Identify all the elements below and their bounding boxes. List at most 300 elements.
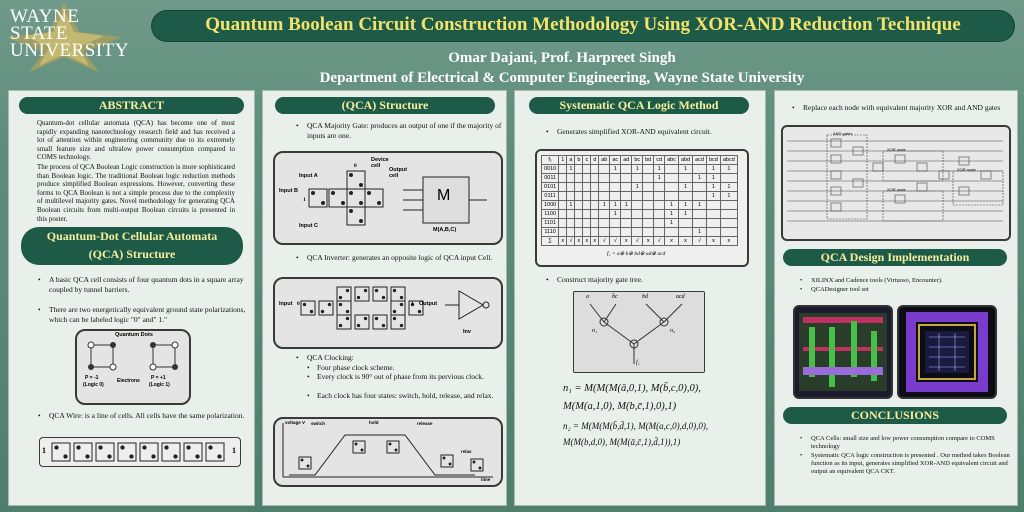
table-cell bbox=[599, 210, 610, 219]
maj-one: 1 bbox=[303, 197, 306, 203]
quantum-dot bbox=[418, 310, 421, 313]
table-cell bbox=[575, 174, 583, 183]
table-cell bbox=[621, 210, 632, 219]
quantum-dot bbox=[217, 454, 221, 458]
inverter-figure bbox=[273, 277, 503, 349]
table-cell: 1 bbox=[665, 210, 679, 219]
majority-gate-figure bbox=[273, 151, 503, 245]
table-cell: 0011 bbox=[542, 174, 559, 183]
table-cell: 1 bbox=[610, 201, 621, 210]
quantum-dot bbox=[400, 324, 403, 327]
table-cell bbox=[720, 219, 737, 228]
clocking-bullet: • QCA Clocking: bbox=[293, 353, 502, 363]
title-bar bbox=[152, 11, 1014, 41]
majority-gate bbox=[831, 155, 841, 163]
tree-acd: acd bbox=[676, 294, 685, 300]
majority-gate bbox=[831, 139, 841, 147]
inv-zero: 0 bbox=[297, 301, 300, 307]
qca-structure-heading: (QCA) Structure bbox=[275, 97, 495, 114]
table-cell: 1110 bbox=[542, 228, 559, 237]
layout-image-2 bbox=[897, 305, 997, 399]
table-cell: x bbox=[643, 237, 654, 246]
table-cell bbox=[591, 201, 599, 210]
table-cell bbox=[567, 174, 575, 183]
table-cell: 1 bbox=[693, 228, 707, 237]
tree-n2: n₂ bbox=[670, 328, 676, 334]
logo-line2: UNIVERSITY bbox=[10, 40, 129, 61]
table-cell bbox=[707, 201, 721, 210]
table-cell bbox=[720, 174, 737, 183]
table-header-cell: c bbox=[583, 156, 591, 165]
table-cell bbox=[610, 228, 621, 237]
table-cell bbox=[632, 228, 643, 237]
table-cell bbox=[678, 228, 692, 237]
fig-logic1: (Logic 1) bbox=[149, 382, 170, 388]
qca-cell bbox=[387, 441, 399, 453]
tree-n1: n₁ bbox=[592, 328, 598, 334]
table-cell bbox=[678, 192, 692, 201]
table-row bbox=[542, 174, 738, 183]
quantum-dot bbox=[303, 303, 306, 306]
table-cell: 1 bbox=[678, 183, 692, 192]
clk-voltage: voltage V bbox=[285, 420, 306, 425]
table-cell: ∑ bbox=[542, 237, 559, 246]
table-cell: 1 bbox=[610, 210, 621, 219]
table-cell bbox=[567, 228, 575, 237]
qca-cell bbox=[337, 287, 351, 301]
table-cell bbox=[591, 174, 599, 183]
table-cell bbox=[654, 228, 665, 237]
table-cell bbox=[632, 210, 643, 219]
majority-gate bbox=[873, 163, 883, 171]
and-gates-frame bbox=[827, 135, 867, 219]
conclusion-bullet-1: • QCA Cells: small size and low power consumption compare to COMS technology bbox=[797, 435, 1017, 451]
quantum-dot bbox=[393, 289, 396, 292]
quantum-dot bbox=[151, 454, 155, 458]
qca-automata-heading bbox=[21, 227, 243, 265]
table-cell: 1000 bbox=[542, 201, 559, 210]
xor-node-frame bbox=[883, 191, 943, 221]
table-cell bbox=[610, 192, 621, 201]
quantum-dot bbox=[142, 445, 146, 449]
fig-p-pos: P = +1 bbox=[151, 375, 166, 381]
table-cell: x bbox=[591, 237, 599, 246]
table-cell bbox=[720, 201, 737, 210]
table-cell bbox=[591, 165, 599, 174]
majority-tree-figure bbox=[573, 291, 705, 373]
circuit-and-label: AND gates bbox=[833, 131, 853, 136]
table-cell: 1 bbox=[707, 165, 721, 174]
table-cell: 0111 bbox=[542, 192, 559, 201]
quantum-dot bbox=[393, 317, 396, 320]
table-cell bbox=[583, 165, 591, 174]
table-cell: √ bbox=[693, 237, 707, 246]
qca-cell bbox=[353, 441, 365, 453]
quantum-dot bbox=[54, 445, 58, 449]
table-cell: 0101 bbox=[542, 183, 559, 192]
table-cell bbox=[693, 183, 707, 192]
quantum-dot bbox=[346, 289, 349, 292]
truth-table-figure bbox=[535, 149, 749, 267]
table-header-cell: 1 bbox=[559, 156, 567, 165]
truth-table bbox=[541, 155, 738, 246]
table-cell: 1 bbox=[720, 165, 737, 174]
department: Department of Electrical & Computer Engineering, Wayne State University bbox=[319, 70, 805, 86]
table-row bbox=[542, 165, 738, 174]
tree-bc: b̄c bbox=[612, 294, 618, 300]
table-header-cell: bd bbox=[643, 156, 654, 165]
table-cell: √ bbox=[632, 237, 643, 246]
table-header-cell: b bbox=[575, 156, 583, 165]
qca-automata-heading-l2: (QCA) Structure bbox=[88, 247, 176, 261]
table-cell: 1 bbox=[599, 201, 610, 210]
maj-zero: 0 bbox=[354, 163, 357, 169]
clk-release: release bbox=[417, 421, 433, 426]
panel-abstract bbox=[8, 90, 255, 506]
qca-automata-bullet-2: • There are two energetically equivalent ground state polarizations, which can be labeled logic "0" and" 1." bbox=[35, 305, 249, 324]
table-cell bbox=[591, 210, 599, 219]
clocking-sub-2: • Every clock is 90° out of phase from its pervious clock. bbox=[303, 372, 497, 382]
table-cell bbox=[621, 174, 632, 183]
table-row bbox=[542, 201, 738, 210]
table-cell: 1101 bbox=[542, 219, 559, 228]
table-caption: f₁ = a⊕ b⊕ bd⊕ ad⊕ acd bbox=[607, 251, 666, 257]
table-cell bbox=[693, 165, 707, 174]
fig-logic0: (Logic 0) bbox=[83, 382, 104, 388]
circuit-diagram bbox=[783, 127, 1009, 239]
table-cell bbox=[665, 174, 679, 183]
xor-node-frame bbox=[953, 171, 1003, 205]
qca-cell bbox=[471, 459, 483, 471]
table-cell bbox=[559, 219, 567, 228]
majority-gate bbox=[853, 179, 863, 187]
table-cell bbox=[583, 219, 591, 228]
quantum-dot bbox=[393, 310, 396, 313]
qca-wire-bullet: • QCA Wire: is a line of cells. All cells have the same polarization. bbox=[35, 411, 249, 421]
qca-cell bbox=[301, 301, 315, 315]
clocking-sub-3: • Each clock has four states: switch, hold, release, and relax. bbox=[303, 391, 497, 401]
table-cell: x bbox=[621, 237, 632, 246]
table-cell bbox=[591, 183, 599, 192]
impl-bullet-1: • XILINX and Cadence tools (Virtuoso, Encounter). bbox=[797, 277, 1017, 285]
quantum-dot bbox=[310, 310, 313, 313]
abstract-p2: The process of QCA Boolean Logic construction is more sophisticated than Boolean logic. The traditional Boolean logic reduction methods produce simplified Boolean expressions. However, converting these forms to QCA Boolean is not a simple process due to the complexity of multilevel majority gates. Novel methodology for generating QCA Boolean circuits from multi-output Boolean circuits is presented in this poster. bbox=[37, 163, 235, 223]
table-cell bbox=[559, 201, 567, 210]
table-cell bbox=[559, 192, 567, 201]
table-cell bbox=[575, 219, 583, 228]
table-cell bbox=[575, 228, 583, 237]
table-cell: x bbox=[678, 237, 692, 246]
table-cell bbox=[599, 174, 610, 183]
quantum-dot bbox=[339, 324, 342, 327]
table-cell bbox=[583, 174, 591, 183]
table-header-cell: a bbox=[567, 156, 575, 165]
table-cell bbox=[583, 228, 591, 237]
qca-cell bbox=[184, 443, 202, 461]
qca-cell bbox=[373, 287, 387, 301]
table-cell bbox=[707, 210, 721, 219]
table-cell: 1 bbox=[665, 219, 679, 228]
method-bullet-2: • Construct majority gate tree. bbox=[543, 275, 767, 285]
impl-bullet-2: • QCADesigner tool set bbox=[797, 286, 1017, 294]
table-cell: 1 bbox=[678, 210, 692, 219]
tree-a: a bbox=[586, 294, 589, 300]
table-row bbox=[542, 219, 738, 228]
table-cell bbox=[567, 183, 575, 192]
maj-mabc: M(A,B,C) bbox=[433, 227, 457, 233]
table-cell bbox=[559, 210, 567, 219]
table-header-cell: bc bbox=[632, 156, 643, 165]
table-cell bbox=[591, 192, 599, 201]
table-cell bbox=[665, 192, 679, 201]
table-cell: 0010 bbox=[542, 165, 559, 174]
table-cell bbox=[693, 210, 707, 219]
table-cell bbox=[610, 219, 621, 228]
clk-time: time bbox=[481, 477, 491, 482]
conclusion-bullet-2: • Systematic QCA logic construction is presented . Our method takes Boolean function as its input, generates simplified XOR-AND equivalent circuit and output an equivalent QCA CKT. bbox=[797, 452, 1017, 476]
quantum-dot bbox=[301, 459, 304, 462]
inv-one: 1 bbox=[411, 301, 414, 307]
qca-cell bbox=[391, 301, 405, 315]
qca-automata-heading-l1: Quantum-Dot Cellular Automata bbox=[46, 229, 218, 243]
fig-electrons: Electrons bbox=[117, 378, 140, 384]
clk-relax: relax bbox=[461, 449, 472, 454]
table-cell bbox=[575, 210, 583, 219]
table-cell bbox=[654, 210, 665, 219]
table-cell bbox=[621, 219, 632, 228]
table-header-cell: abcd bbox=[720, 156, 737, 165]
maj-output: Output cell bbox=[389, 167, 408, 179]
maj-input-c: Input C bbox=[299, 223, 318, 229]
quantum-dot bbox=[328, 303, 331, 306]
quantum-dot bbox=[346, 317, 349, 320]
table-cell bbox=[610, 183, 621, 192]
quantum-dot bbox=[443, 457, 446, 460]
maj-input-a: Input A bbox=[299, 173, 318, 179]
table-cell bbox=[632, 192, 643, 201]
table-cell: √ bbox=[654, 237, 665, 246]
inverter-diagram bbox=[275, 279, 501, 347]
table-header-cell: bcd bbox=[707, 156, 721, 165]
table-cell: x bbox=[575, 237, 583, 246]
conclusions-heading: CONCLUSIONS bbox=[783, 407, 1007, 424]
table-cell bbox=[621, 183, 632, 192]
authors: Omar Dajani, Prof. Harpreet Singh bbox=[448, 50, 676, 66]
qca-cell bbox=[355, 287, 369, 301]
table-cell bbox=[583, 210, 591, 219]
qca-cell bbox=[96, 443, 114, 461]
wire-left-label: 1 bbox=[42, 446, 46, 455]
quantum-dot bbox=[321, 310, 324, 313]
quantum-dot bbox=[164, 445, 168, 449]
maj-input-b: Input B bbox=[279, 188, 298, 194]
quantum-dot bbox=[355, 443, 358, 446]
table-cell bbox=[567, 210, 575, 219]
table-cell bbox=[632, 174, 643, 183]
quantum-dot bbox=[400, 303, 403, 306]
table-cell bbox=[599, 183, 610, 192]
quantum-dot bbox=[357, 324, 360, 327]
qca-cell bbox=[206, 443, 224, 461]
table-cell bbox=[575, 201, 583, 210]
inv-input: Input bbox=[279, 301, 293, 307]
quantum-dot bbox=[339, 296, 342, 299]
table-cell bbox=[654, 183, 665, 192]
abstract-heading: ABSTRACT bbox=[19, 97, 244, 114]
table-row bbox=[542, 237, 738, 246]
quantum-dot bbox=[98, 445, 102, 449]
table-cell bbox=[559, 183, 567, 192]
table-header-cell: ab bbox=[599, 156, 610, 165]
majority-gate bbox=[831, 171, 841, 179]
quantum-dots-figure bbox=[75, 329, 191, 405]
inv-output: Output bbox=[419, 301, 438, 307]
table-cell: 1 bbox=[621, 201, 632, 210]
table-header-cell: abd bbox=[678, 156, 692, 165]
equation-n1-line2: M(M(a,1,0), M(b,c̄,1),0),1) bbox=[563, 401, 677, 412]
qca-cell bbox=[118, 443, 136, 461]
quantum-dot bbox=[63, 454, 67, 458]
majority-gate-bullet: • QCA Majority Gate: produces an output of one if the majority of inputs are one. bbox=[293, 121, 502, 140]
quantum-dot bbox=[473, 461, 476, 464]
table-header-cell: cd bbox=[654, 156, 665, 165]
table-cell: 1 bbox=[678, 201, 692, 210]
table-cell bbox=[599, 192, 610, 201]
majority-gate bbox=[917, 183, 927, 191]
table-cell: 1 bbox=[654, 174, 665, 183]
quantum-dot bbox=[357, 296, 360, 299]
quantum-dot bbox=[195, 454, 199, 458]
circuit-figure bbox=[781, 125, 1011, 241]
qca-wire-figure bbox=[39, 437, 241, 467]
table-cell: 1 bbox=[720, 192, 737, 201]
quantum-dot bbox=[400, 296, 403, 299]
table-cell bbox=[591, 219, 599, 228]
table-cell bbox=[665, 183, 679, 192]
quantum-dot bbox=[389, 443, 392, 446]
table-cell: 1 bbox=[693, 201, 707, 210]
table-cell bbox=[632, 219, 643, 228]
quantum-dot bbox=[107, 454, 111, 458]
circuit-xor-label-1: XOR node bbox=[887, 147, 906, 152]
method-heading: Systematic QCA Logic Method bbox=[529, 97, 749, 114]
table-cell: √ bbox=[567, 237, 575, 246]
wire-right-label: 1 bbox=[232, 446, 236, 455]
table-cell bbox=[559, 165, 567, 174]
table-cell bbox=[621, 228, 632, 237]
tree-bd: bd bbox=[642, 294, 648, 300]
layout-image-1 bbox=[793, 305, 893, 399]
table-cell bbox=[654, 201, 665, 210]
table-cell bbox=[643, 219, 654, 228]
qca-cell bbox=[299, 457, 311, 469]
equation-n2-line2: M(M(b,d,0), M(M(ā,c̄,1),d̄,1)),1) bbox=[563, 437, 681, 447]
table-row bbox=[542, 183, 738, 192]
table-cell: 1 bbox=[720, 183, 737, 192]
table-cell bbox=[693, 192, 707, 201]
table-cell: 1 bbox=[707, 192, 721, 201]
table-cell bbox=[610, 174, 621, 183]
table-cell: x bbox=[665, 237, 679, 246]
table-cell bbox=[720, 210, 737, 219]
table-cell bbox=[599, 228, 610, 237]
table-cell: x bbox=[720, 237, 737, 246]
majority-gate bbox=[917, 163, 927, 171]
table-cell bbox=[621, 192, 632, 201]
table-cell: x bbox=[707, 237, 721, 246]
circuit-xor-label-3: XOR node bbox=[957, 167, 976, 172]
maj-m: M bbox=[437, 187, 451, 204]
table-cell bbox=[678, 174, 692, 183]
table-cell bbox=[567, 192, 575, 201]
table-cell bbox=[583, 183, 591, 192]
table-cell bbox=[632, 201, 643, 210]
table-header-cell: abc bbox=[665, 156, 679, 165]
qca-cell bbox=[337, 301, 351, 315]
qca-cell bbox=[441, 455, 453, 467]
table-cell: 1 bbox=[693, 174, 707, 183]
replace-node-bullet: • Replace each node with equivalent majority XOR and AND gates bbox=[789, 103, 1013, 113]
table-cell bbox=[643, 201, 654, 210]
table-cell bbox=[643, 192, 654, 201]
table-cell bbox=[678, 219, 692, 228]
clk-switch: switch bbox=[311, 421, 326, 426]
quantum-dot bbox=[129, 454, 133, 458]
majority-gate bbox=[981, 171, 991, 179]
table-cell bbox=[707, 228, 721, 237]
qca-cell bbox=[391, 287, 405, 301]
clk-hold: hold bbox=[369, 420, 379, 425]
qca-automata-bullet-1: • A basic QCA cell consists of four quantum dots in a square array coupled by tunnel barriers. bbox=[35, 275, 249, 294]
quantum-dot bbox=[85, 454, 89, 458]
table-header-cell: f₁ bbox=[542, 156, 559, 165]
qca-cell bbox=[140, 443, 158, 461]
quantum-dot bbox=[382, 296, 385, 299]
qca-cell bbox=[74, 443, 92, 461]
table-cell: x bbox=[583, 237, 591, 246]
table-cell bbox=[591, 228, 599, 237]
fig-quantum-dots-label: Quantum Dots bbox=[115, 332, 153, 338]
table-cell bbox=[665, 165, 679, 174]
quantum-dot bbox=[449, 463, 452, 466]
table-cell: 1 bbox=[567, 165, 575, 174]
quantum-dot bbox=[339, 303, 342, 306]
table-header-cell: acd bbox=[693, 156, 707, 165]
table-cell bbox=[707, 219, 721, 228]
xor-node-frame bbox=[883, 151, 943, 181]
table-cell: 1 bbox=[654, 165, 665, 174]
table-cell: 1100 bbox=[542, 210, 559, 219]
table-cell bbox=[583, 192, 591, 201]
fig-p-neg: P = -1 bbox=[85, 375, 99, 381]
table-row bbox=[542, 228, 738, 237]
quantum-dot bbox=[479, 467, 482, 470]
majority-gate bbox=[895, 155, 905, 163]
table-cell bbox=[621, 165, 632, 174]
table-cell bbox=[599, 165, 610, 174]
table-cell bbox=[665, 228, 679, 237]
impl-heading: QCA Design Implementation bbox=[783, 249, 1007, 266]
table-cell bbox=[693, 219, 707, 228]
table-row bbox=[542, 210, 738, 219]
logo-line1: WAYNE STATE bbox=[10, 6, 80, 44]
qca-cell bbox=[391, 315, 405, 329]
panel-qca-structure bbox=[262, 90, 507, 506]
table-cell bbox=[599, 219, 610, 228]
panel-method bbox=[514, 90, 766, 506]
method-bullet-1: • Generates simplified XOR-AND equivalent circuit. bbox=[543, 127, 767, 137]
table-cell: 1 bbox=[632, 165, 643, 174]
